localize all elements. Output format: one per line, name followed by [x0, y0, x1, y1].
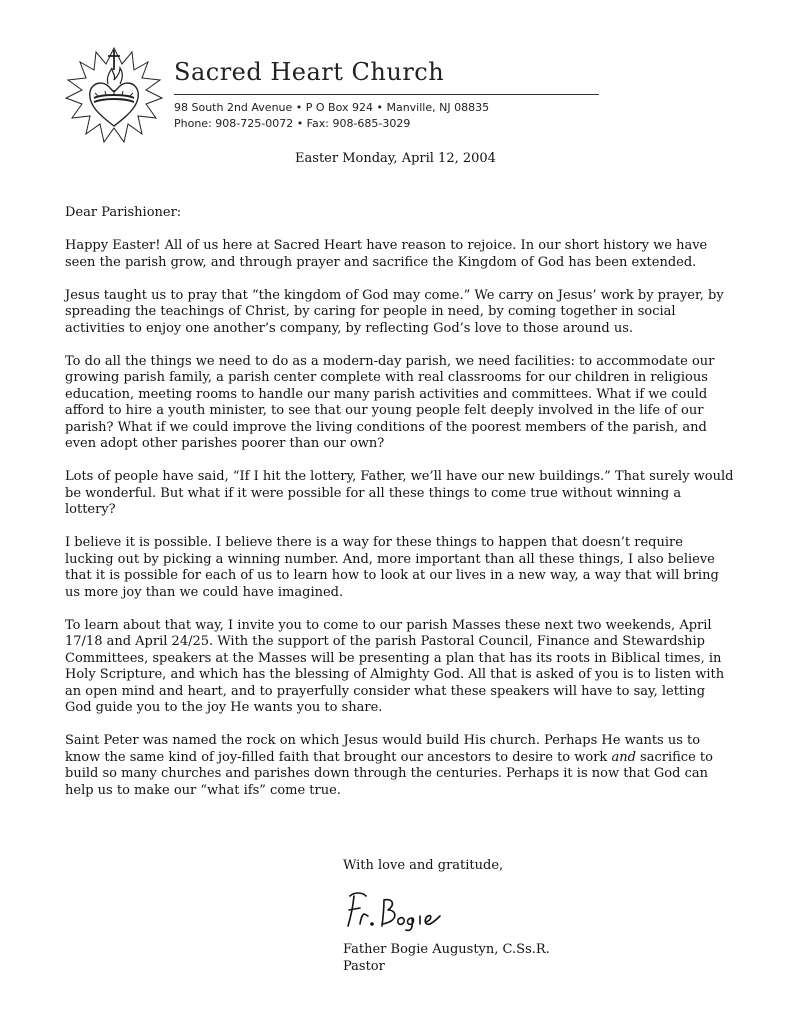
- signature: [340, 888, 460, 932]
- church-name: Sacred Heart Church: [174, 58, 445, 86]
- paragraph-text: sacrifice to build so many churches and parishes down through the centuries. Perhaps it is now that God can help us to make our “what ifs” come true.: [65, 749, 713, 798]
- salutation: Dear Parishioner:: [65, 205, 182, 220]
- paragraph: Lots of people have said, “If I hit the lottery, Father, we’ll have our new buildings.” That surely would be wonderful. But what if it were possible for all these things to come true without winning a lottery?: [65, 469, 734, 517]
- signer-title: Pastor: [343, 959, 385, 974]
- paragraph: Jesus taught us to pray that “the kingdom of God may come.” We carry on Jesus’ work by prayer, by spreading the teachings of Christ, by caring for people in need, by coming together in social activities to enjoy one another’s company, by reflecting God’s love to those around us.: [65, 287, 724, 336]
- church-address: 98 South 2nd Avenue • P O Box 924 • Manville, NJ 08835: [174, 101, 490, 114]
- paragraph-text: Saint Peter was named the rock on which Jesus would build His church. Perhaps He wants us to know the same kind of joy-filled faith that brought our ancestors to desire to work: [65, 733, 701, 765]
- signer-name: Father Bogie Augustyn, C.Ss.R.: [343, 942, 550, 957]
- sacred-heart-emblem-icon: [62, 44, 166, 144]
- paragraph: [65, 733, 735, 799]
- church-phone: Phone: 908-725-0072 • Fax: 908-685-3029: [174, 117, 411, 130]
- paragraph: To learn about that way, I invite you to come to our parish Masses these next two weekends, April 17/18 and April 24/25. With the support of the parish Pastoral Council, Finance and Stewardship Committees, speakers at the Masses will be presenting a plan that has its roots in Biblical times, in Holy Scripture, and which has the blessing of Almighty God. All that is asked of you is to listen with an open mind and heart, and to prayerfully consider what these speakers will have to say, letting God guide you to the joy He wants you to share.: [65, 617, 725, 715]
- closing: With love and gratitude,: [343, 858, 504, 873]
- paragraph: Happy Easter! All of us here at Sacred Heart have reason to rejoice. In our short history we have seen the parish grow, and through prayer and sacrifice the Kingdom of God has been extended.: [65, 238, 708, 270]
- letter-date: Easter Monday, April 12, 2004: [295, 151, 496, 166]
- letterhead: [62, 44, 622, 144]
- letter-body: [65, 205, 735, 816]
- emphasis-text: and: [611, 749, 636, 765]
- paragraph: I believe it is possible. I believe there is a way for these things to happen that doesn’t require lucking out by picking a winning number. And, more important than all these things, I also believe that it is possible for each of us to learn how to look at our lives in a new way, a way that will bring us more joy than we could have imagined.: [65, 535, 719, 600]
- letterhead-rule: [174, 94, 599, 95]
- signer-block: [343, 941, 550, 975]
- paragraph: To do all the things we need to do as a modern-day parish, we need facilities: to accommodate our growing parish family, a parish center complete with real classrooms for our children in religious education, meeting rooms to handle our many parish activities and committees. What if we could afford to hire a youth minister, to see that our young people felt deeply involved in the life of our parish? What if we could improve the living conditions of the poorest members of the parish, and even adopt other parishes poorer than our own?: [65, 353, 715, 451]
